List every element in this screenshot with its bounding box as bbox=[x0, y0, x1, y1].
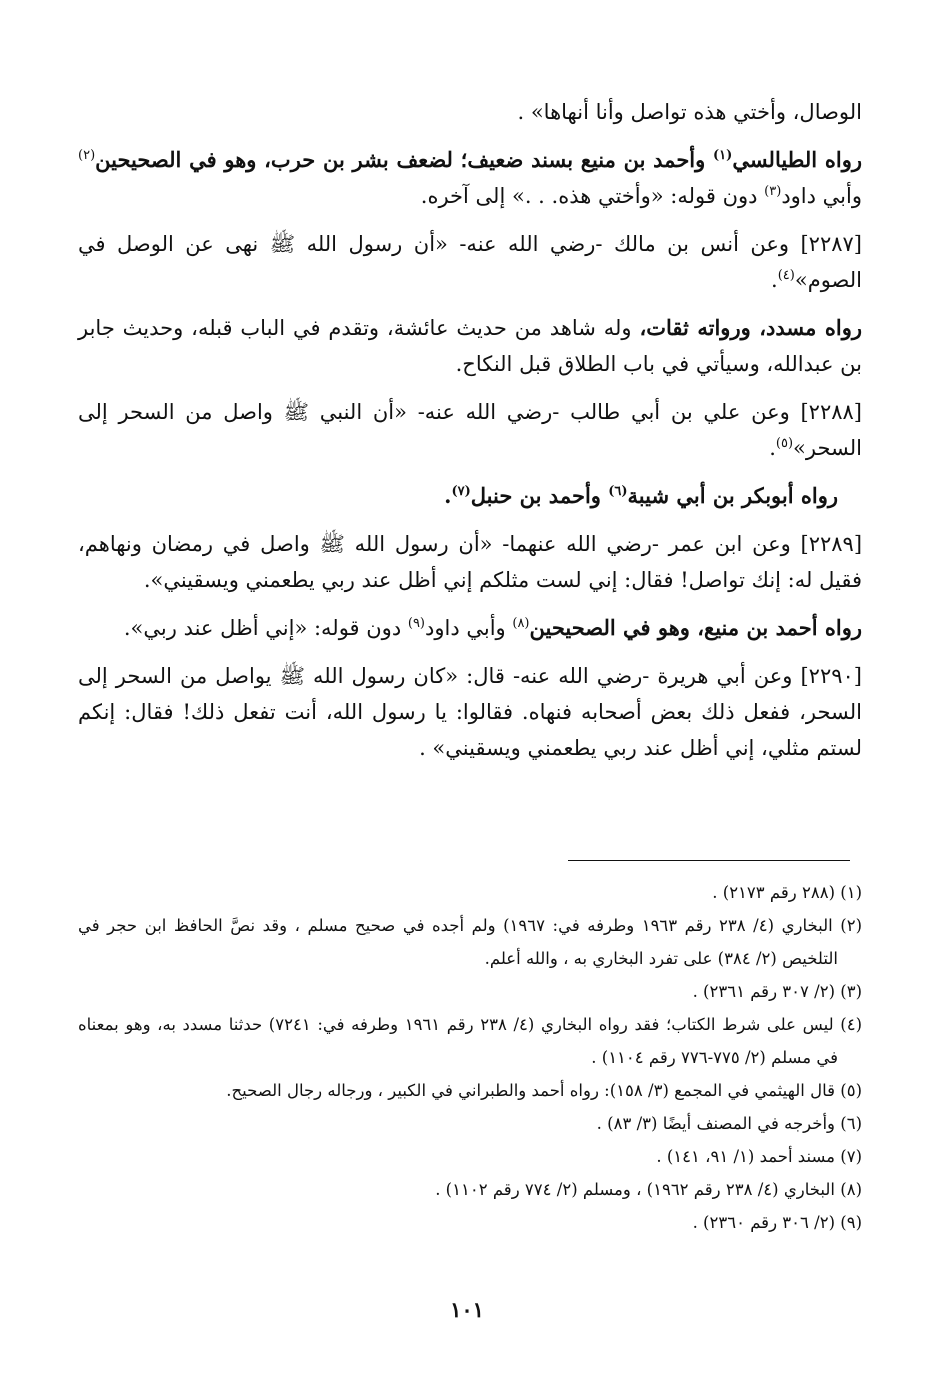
hadith-2290: [٢٢٩٠] وعن أبي هريرة -رضي الله عنه- قال: «كان رسول الله ﷺ يواصل من السحر إلى السحر، ففعل ذلك بعض أصحابه فنهاه. فقالوا: يا رسول الله، أنت تفعل ذلك! فقال: إنكم لستم مثلي، إني أظل عند ربي يطعمني ويسقيني» . bbox=[78, 664, 862, 760]
footnote-2: (٢) البخاري (٤/ ٢٣٨ رقم ١٩٦٣ وطرفه في: ١٩٦٧) ولم أجده في صحيح مسلم ، وقد نصَّ الحافظ ابن حجر في التلخيص (٢/ ٣٨٤) على تفرد البخاري به ، والله أعلم. bbox=[78, 916, 862, 968]
footnote-4: (٤) ليس على شرط الكتاب؛ فقد رواه البخاري (٤/ ٢٣٨ رقم ١٩٦١ وطرفه في: ٧٢٤١) حدثنا مسدد به، وهو بمعناه في مسلم (٢/ ٧٧٥-٧٧٦ رقم ١١٠٤) . bbox=[78, 1015, 863, 1067]
continuation-paragraph bbox=[78, 94, 862, 130]
commentary-paragraph-3: رواه أبوبكر بن أبي شيبة$^{(٦)}$ وأحمد بن حنبل$^{(٧)}$. bbox=[444, 483, 838, 508]
footnote-6: (٦) وأخرجه في المصنف أيضًا (٣/ ٨٣) . bbox=[596, 1114, 862, 1133]
footnotes bbox=[78, 876, 862, 1239]
footnote-7: (٧) مسند أحمد (١/ ٩١، ١٤١) . bbox=[656, 1147, 862, 1166]
footnote-ref-3: (٣) bbox=[764, 184, 782, 199]
hadith-2287: [٢٢٨٧] وعن أنس بن مالك -رضي الله عنه- «أن رسول الله ﷺ نهى عن الوصل في الصوم»$^{(٤)}$. bbox=[78, 232, 862, 292]
main-text bbox=[78, 94, 862, 766]
continuation-text: الوصال، وأختي هذه تواصل وأنا أنهاها» . bbox=[517, 100, 862, 124]
commentary-paragraph-2: رواه مسدد، ورواته ثقات، وله شاهد من حديث عائشة، وتقدم في الباب قبله، وحديث جابر بن عبدالله، وسيأتي في باب الطلاق قبل النكاح. bbox=[78, 315, 862, 376]
footnote-1: (١) (٢٨٨ رقم ٢١٧٣) . bbox=[712, 883, 862, 902]
footnote-3: (٣) (٢/ ٣٠٧ رقم ٢٣٦١) . bbox=[692, 982, 862, 1001]
footnote-ref-8: (٨) bbox=[512, 616, 530, 631]
footnote-8: (٨) البخاري (٤/ ٢٣٨ رقم ١٩٦٢) ، ومسلم (٢/ ٧٧٤ رقم ١١٠٢) . bbox=[435, 1180, 862, 1199]
footnote-ref-6: (٦) bbox=[608, 484, 628, 499]
footnote-separator bbox=[568, 860, 850, 861]
footnote-5: (٥) قال الهيثمي في المجمع (٣/ ١٥٨): رواه أحمد والطبراني في الكبير ، ورجاله رجال الصحيح. bbox=[226, 1081, 862, 1100]
page-number: ١٠١ bbox=[450, 1297, 484, 1322]
footnote-ref-7: (٧) bbox=[451, 484, 471, 499]
footnote-ref-4: (٤) bbox=[777, 268, 795, 283]
footnote-ref-9: (٩) bbox=[407, 616, 425, 631]
commentary-paragraph-1: رواه الطيالسي$^{(١)}$ وأحمد بن منيع بسند ضعيف؛ لضعف بشر بن حرب، وهو في الصحيحين$^{(٢)}$ وأبي داود$^{(٣)}$ دون قوله: «وأختي هذه. . .» إلى آخره. bbox=[78, 147, 862, 208]
footnote-ref-5: (٥) bbox=[775, 436, 794, 451]
hadith-2288: [٢٢٨٨] وعن علي بن أبي طالب -رضي الله عنه- «أن النبي ﷺ واصل من السحر إلى السحر»$^{(٥)}$. bbox=[78, 400, 862, 460]
footnote-ref-2: (٢) bbox=[78, 148, 96, 163]
hadith-2289: [٢٢٨٩] وعن ابن عمر -رضي الله عنهما- «أن رسول الله ﷺ واصل في رمضان ونهاهم، فقيل له: إنك تواصل! فقال: إني لست مثلكم إني أظل عند ربي يطعمني ويسقيني». bbox=[78, 532, 863, 592]
commentary-paragraph-4: رواه أحمد بن منيع، وهو في الصحيحين$^{(٨)}$ وأبي داود$^{(٩)}$ دون قوله: «إني أظل عند ربي». bbox=[123, 615, 862, 640]
footnote-9: (٩) (٢/ ٣٠٦ رقم ٢٣٦٠) . bbox=[692, 1213, 862, 1232]
footnote-ref-1: (١) bbox=[713, 148, 733, 163]
